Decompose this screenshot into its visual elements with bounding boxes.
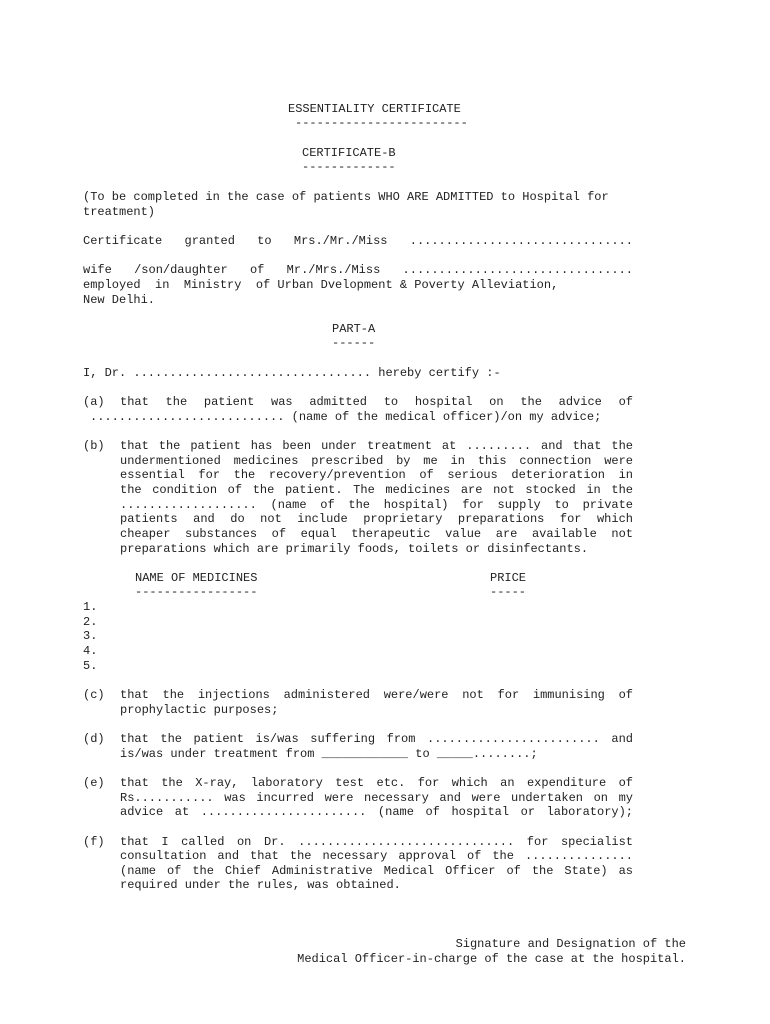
- clause-a-line-2: ........................... (name of the medical officer)/on my advice;: [90, 410, 602, 424]
- clause-b-line: essential for the recovery/prevention of serious deterioration in: [120, 468, 633, 482]
- clause-b-line: the condition of the patient. The medicines are not stocked in the: [120, 483, 633, 497]
- clause-b-line: that the patient has been under treatment at ......... and that the: [120, 439, 633, 453]
- clause-b-marker: (b): [83, 439, 105, 453]
- doctor-declaration: I, Dr. ................................. hereby certify :-: [83, 366, 501, 380]
- clause-b-line: ................... (name of the hospital) for supply to private: [120, 498, 633, 512]
- medicine-row-number: 3.: [83, 629, 98, 643]
- clause-e-marker: (e): [83, 776, 105, 790]
- clause-b-line: preparations which are primarily foods, toilets or disinfectants.: [120, 542, 589, 556]
- medicine-row-number: 5.: [83, 659, 98, 673]
- intro-line-1: (To be completed in the case of patients WHO ARE ADMITTED to Hospital for: [83, 190, 609, 204]
- city-line: New Delhi.: [83, 293, 156, 307]
- clause-d-line-2: is/was under treatment from ____________ to _____........;: [120, 747, 538, 761]
- medicine-row-number: 2.: [83, 615, 98, 629]
- part-a-heading: PART-A: [332, 322, 376, 336]
- medicine-price-underline: -----: [490, 585, 527, 599]
- clause-d-line-1: that the patient is/was suffering from ........................ and: [120, 732, 633, 746]
- clause-b-line: cheaper substances of equal therapeutic value are available not: [120, 527, 633, 541]
- clause-f-line-4: required under the rules, was obtained.: [120, 878, 401, 892]
- intro-line-2: treatment): [83, 205, 156, 219]
- clause-e-line-3: advice at ....................... (name of hospital or laboratory);: [120, 805, 633, 819]
- clause-b-line: undermentioned medicines prescribed by me in this connection were: [120, 454, 633, 468]
- subtitle-underline: -------------: [302, 160, 396, 174]
- clause-b-line: patients and do not include proprietary preparations for which: [120, 512, 633, 526]
- part-a-underline: ------: [332, 336, 376, 350]
- medicine-name-header: NAME OF MEDICINES: [135, 571, 258, 585]
- certificate-granted-line: Certificate granted to Mrs./Mr./Miss ...............................: [83, 234, 633, 248]
- employment-line: employed in Ministry of Urban Dvelopment & Poverty Alleviation,: [83, 278, 559, 292]
- clause-f-marker: (f): [83, 835, 105, 849]
- page-title: ESSENTIALITY CERTIFICATE: [288, 102, 461, 116]
- clause-e-line-2: Rs........... was incurred were necessary and were undertaken on my: [120, 791, 633, 805]
- medicine-price-header: PRICE: [490, 571, 527, 585]
- clause-f-line-3: (name of the Chief Administrative Medical Officer of the State) as: [120, 864, 633, 878]
- signature-line-2: Medical Officer-in-charge of the case at the hospital.: [297, 952, 686, 966]
- signature-line-1: Signature and Designation of the: [455, 937, 686, 951]
- clause-f-line-2: consultation and that the necessary approval of the ...............: [120, 849, 633, 863]
- medicine-name-underline: -----------------: [135, 585, 258, 599]
- clause-e-line-1: that the X-ray, laboratory test etc. for which an expenditure of: [120, 776, 633, 790]
- medicine-row-number: 1.: [83, 600, 98, 614]
- clause-c-line-1: that the injections administered were/were not for immunising of: [120, 688, 633, 702]
- clause-c-line-2: prophylactic purposes;: [120, 703, 279, 717]
- clause-c-marker: (c): [83, 688, 105, 702]
- clause-f-line-1: that I called on Dr. .............................. for specialist: [120, 835, 633, 849]
- medicine-row-number: 4.: [83, 644, 98, 658]
- page-subtitle: CERTIFICATE-B: [302, 146, 396, 160]
- clause-d-marker: (d): [83, 732, 105, 746]
- clause-a-line-1: that the patient was admitted to hospital on the advice of: [120, 395, 633, 409]
- clause-a-marker: (a): [83, 395, 105, 409]
- title-underline: ------------------------: [295, 116, 468, 130]
- relation-line: wife /son/daughter of Mr./Mrs./Miss ................................: [83, 263, 633, 277]
